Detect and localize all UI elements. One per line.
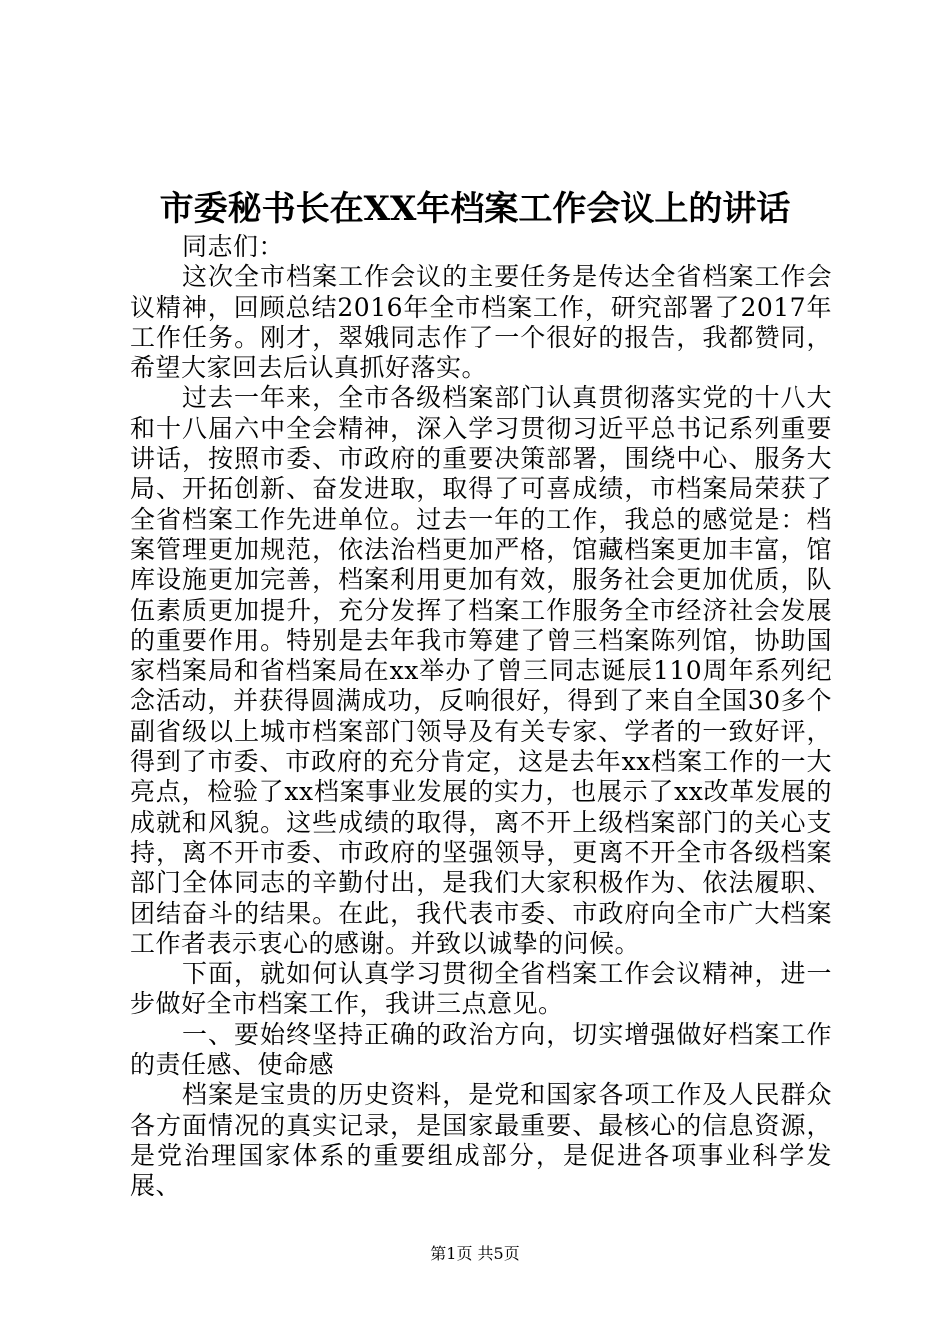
document-body [130, 232, 832, 1202]
paragraph-3: 下面，就如何认真学习贯彻全省档案工作会议精神，进一步做好全市档案工作，我讲三点意见。 [130, 959, 832, 1019]
paragraph-1: 这次全市档案工作会议的主要任务是传达全省档案工作会议精神，回顾总结2016年全市档案工作，研究部署了2017年工作任务。刚才，翠娥同志作了一个很好的报告，我都赞同，希望大家回去后认真抓好落实。 [130, 262, 832, 383]
section-heading-1: 一、要始终坚持正确的政治方向，切实增强做好档案工作的责任感、使命感 [130, 1019, 832, 1080]
paragraph-2: 过去一年来，全市各级档案部门认真贯彻落实党的十八大和十八届六中全会精神，深入学习贯彻习近平总书记系列重要讲话，按照市委、市政府的重要决策部署，围绕中心、服务大局、开拓创新、奋发进取，取得了可喜成绩，市档案局荣获了全省档案工作先进单位。过去一年的工作，我总的感觉是：档案管理更加规范，依法治档更加严格，馆藏档案更加丰富，馆库设施更加完善，档案利用更加有效，服务社会更加优质，队伍素质更加提升，充分发挥了档案工作服务全市经济社会发展的重要作用。特别是去年我市筹建了曾三档案陈列馆，协助国家档案局和省档案局在xx举办了曾三同志诞辰110周年系列纪念活动，并获得圆满成功，反响很好，得到了来自全国30多个副省级以上城市档案部门领导及有关专家、学者的一致好评，得到了市委、市政府的充分肯定，这是去年xx档案工作的一大亮点，检验了xx档案事业发展的实力，也展示了xx改革发展的成就和风貌。这些成绩的取得，离不开上级档案部门的关心支持，离不开市委、市政府的坚强领导，更离不开全市各级档案部门全体同志的辛勤付出，是我们大家积极作为、依法履职、团结奋斗的结果。在此，我代表市委、市政府向全市广大档案工作者表示衷心的感谢。并致以诚挚的问候。 [130, 383, 832, 958]
paragraph-4: 档案是宝贵的历史资料，是党和国家各项工作及人民群众各方面情况的真实记录，是国家最重要、最核心的信息资源，是党治理国家体系的重要组成部分，是促进各项事业科学发展、 [130, 1080, 832, 1201]
page-footer: 第1页 共5页 [430, 1244, 520, 1263]
document-title: 市委秘书长在XX年档案工作会议上的讲话 [159, 189, 791, 229]
salutation: 同志们： [182, 232, 285, 261]
